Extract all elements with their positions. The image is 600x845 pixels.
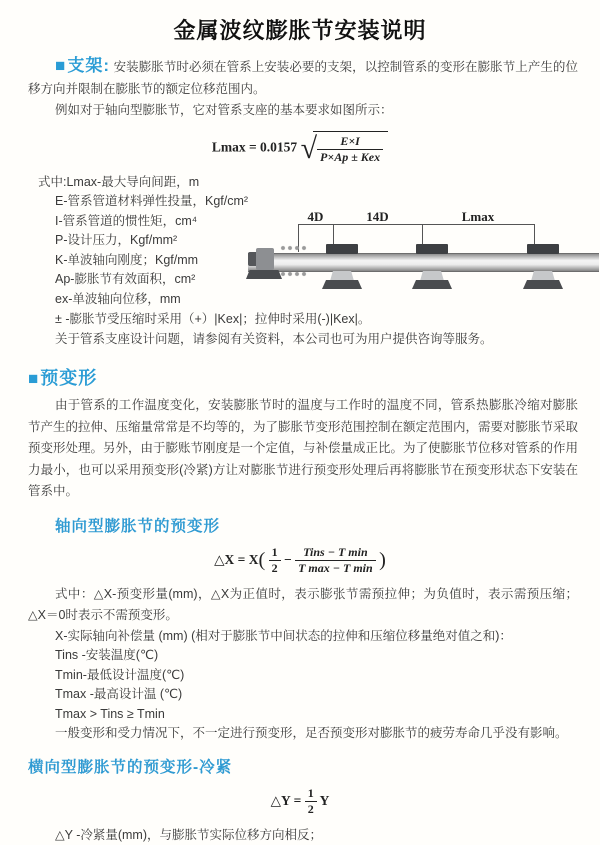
definition-line: K-单波轴向刚度；Kgf/mm xyxy=(55,252,199,267)
bellows-icon xyxy=(280,244,308,252)
formula-lateral xyxy=(0,786,600,818)
guide-cap xyxy=(326,244,358,254)
note-consulting: 关于管系支座设计问题，请参阅有关资料，本公司也可为用户提供咨询等服务。 xyxy=(55,332,493,347)
axial-line: Tmin-最低设计温度(℃) xyxy=(55,667,185,682)
guide-base xyxy=(322,280,362,289)
open-paren: ( xyxy=(258,548,266,571)
guide-base xyxy=(523,280,563,289)
lateral-note: △Y -冷紧量(mm)，与膨胀节实际位移方向相反； xyxy=(55,828,323,843)
formula-lateral-lhs: △Y = xyxy=(270,793,302,809)
section-marker-icon: ■ xyxy=(55,56,67,75)
half-numerator: 1 xyxy=(307,785,314,800)
dim-label-4d: 4D xyxy=(307,209,324,224)
formula-lmax-denominator: P×Ap ± Kex xyxy=(317,149,383,166)
fraction-half xyxy=(305,786,317,818)
half-denominator: 2 xyxy=(269,560,281,577)
guide-body xyxy=(531,271,555,281)
note-kex: ± -膨胀节受压缩时采用（+）|Kex|；拉伸时采用(-)|Kex|。 xyxy=(55,312,371,327)
guide-cap xyxy=(416,244,448,254)
axial-line: Tmax -最高设计温 (℃) xyxy=(55,687,183,702)
guide-cap xyxy=(527,244,559,254)
definition-line: E-管系管道材料弹性投量，Kgf/cm² xyxy=(55,194,249,209)
temp-denominator: T max − T min xyxy=(295,560,376,577)
anchor-base xyxy=(246,270,282,279)
definition-line: ex-单波轴向位移，mm xyxy=(55,291,181,306)
anchor-clamp xyxy=(256,248,274,270)
section-heading-prebend xyxy=(28,364,600,390)
section-heading-support xyxy=(55,56,110,75)
formula-axial-lhs: △X = X xyxy=(214,551,259,567)
section-heading-support-label: 支架: xyxy=(67,56,111,75)
axial-line: Tmax > Tins ≥ Tmin xyxy=(55,706,165,721)
formula-lmax xyxy=(0,131,600,166)
support-paragraph xyxy=(28,55,578,100)
dim-label-14d: 14D xyxy=(366,209,389,224)
fraction-temperature xyxy=(295,545,376,577)
support-text: 安装膨胀节时必须在管系上安装必要的支架，以控制管系的变形在膨胀节上产生的位移方向并限制在膨胀节的额定位移范围内。 xyxy=(28,60,578,96)
subheading-axial: 轴向型膨胀节的预变形 xyxy=(55,517,221,535)
half-numerator: 1 xyxy=(271,544,278,559)
guide-base xyxy=(412,280,452,289)
definition-line: I-管系管道的惯性矩，cm⁴ xyxy=(55,213,198,228)
formula-lateral-rhs: Y xyxy=(319,793,330,809)
axial-note: 式中：△X-预变形量(mm)，△X为正值时，表示膨张节需预拉伸；为负值时，表示需预压缩；△X＝0时表示不需预变形。 xyxy=(28,586,578,623)
page-title: 金属波纹膨胀节安装说明 xyxy=(173,18,427,43)
definition-line: 式中:Lmax-最大导向间距，m xyxy=(38,174,200,189)
prebend-paragraph: 由于管系的工作温度变化，安装膨胀节时的温度与工作时的温度不同，管系热膨胀冷缩对膨胀节产生的拉伸、压缩量常常是不均等的，为了膨胀节变形范围控制在额定范围内，需要对膨胀节采取预变形处理。另外，由于膨账节刚度是一个定值，与补偿量成正比。为了使膨胀节位移对管系的作用力最小，也可以采用预变形(冷紧)方让对膨胀节进行预变形处理后再将膨胀节在预变形状态下安装在管系中。 xyxy=(28,398,579,499)
section-marker-icon: ■ xyxy=(28,369,40,389)
formula-lmax-lhs: Lmax = 0.0157 xyxy=(211,139,298,155)
close-paren: ) xyxy=(379,548,386,571)
fraction-half xyxy=(269,545,281,577)
guide-body xyxy=(330,271,354,281)
guide-support xyxy=(410,244,454,298)
anchor-support xyxy=(246,246,284,298)
guide-body xyxy=(420,271,444,281)
definition-line: Ap-膨胀节有效面积，cm² xyxy=(55,272,196,287)
formula-lmax-numerator: E×I xyxy=(340,133,360,148)
axial-line: X-实际轴向补偿量 (mm) (相对于膨胀节中间状态的拉伸和压缩位移量绝对值之和)： xyxy=(55,628,512,643)
guide-support xyxy=(521,244,565,298)
section-heading-prebend-label: 预变形 xyxy=(40,368,98,389)
temp-numerator: Tins − T min xyxy=(303,544,368,559)
axial-tail: 一般变形和受力情况下，不一定进行预变形，足否预变形对膨胀节的疲劳寿命几乎没有影响。 xyxy=(55,726,568,741)
bellows-icon xyxy=(280,270,308,278)
document-page xyxy=(0,14,600,843)
dim-label-lmax: Lmax xyxy=(461,209,495,224)
formula-axial xyxy=(0,545,600,577)
support-example-line: 例如对于轴向型膨胀节，它对管系支座的基本要求如图所示： xyxy=(55,103,393,117)
sqrt-symbol: √ xyxy=(300,131,318,165)
sqrt-radical xyxy=(301,131,389,166)
guide-support xyxy=(320,244,364,298)
half-denominator: 2 xyxy=(305,801,317,818)
subheading-lateral: 横向型膨胀节的预变形-冷紧 xyxy=(28,758,233,776)
definition-line: P-设计压力，Kgf/mm² xyxy=(55,233,178,248)
pipe-support-diagram xyxy=(244,206,600,306)
minus-sign: − xyxy=(284,551,292,567)
axial-line: Tins -安装温度(℃) xyxy=(55,648,159,663)
